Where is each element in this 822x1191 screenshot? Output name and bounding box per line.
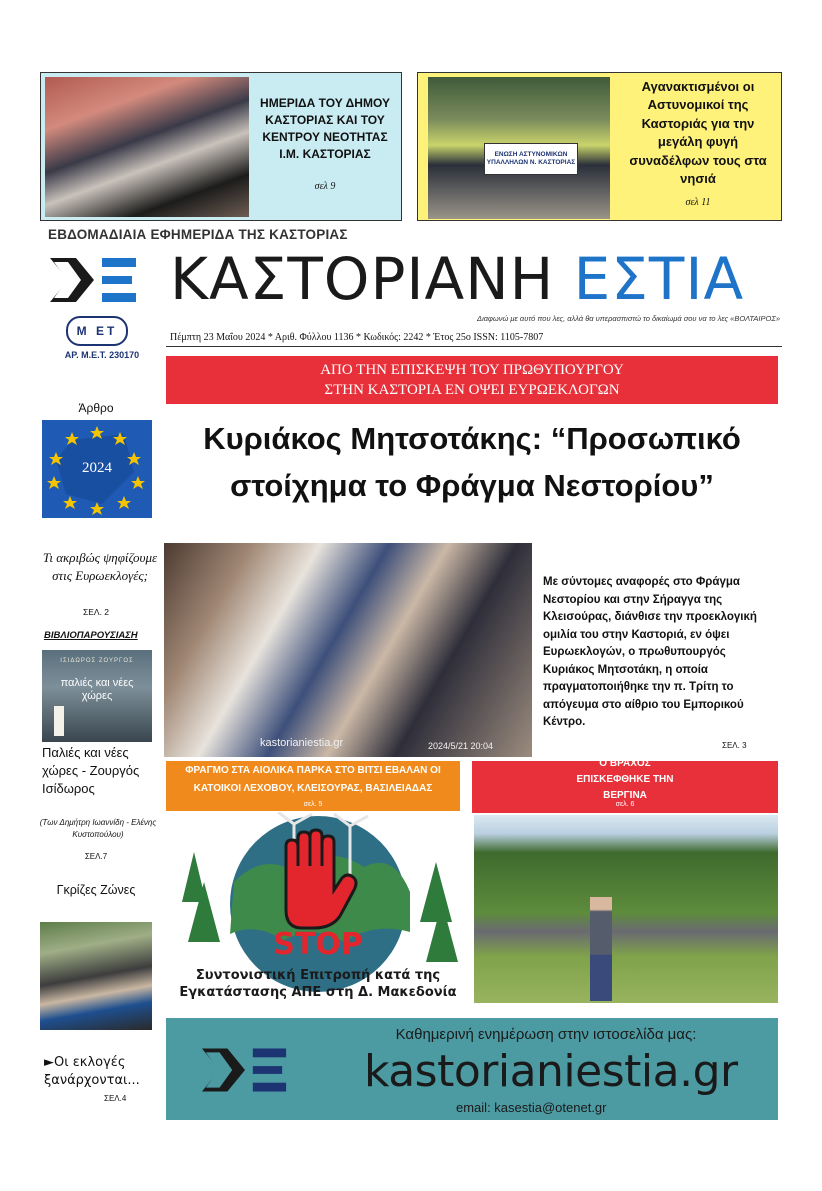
- masthead-logo[interactable]: [48, 252, 140, 308]
- vergina-speaker: [590, 897, 612, 1001]
- lead-photo[interactable]: [164, 543, 532, 757]
- lead-photo-timestamp: 2024/5/21 20:04: [428, 741, 494, 751]
- euro-article-page: ΣΕΛ. 2: [82, 607, 110, 617]
- website-email[interactable]: email: kasestia@otenet.gr: [456, 1100, 607, 1115]
- masthead-motto: Διαφωνώ με αυτό που λες, αλλά θα υπερασπιστώ το δικαίωμά σου να το λες «ΒΟΛΤΑΙΡΟΣ»: [477, 314, 780, 323]
- police-banner: ΕΝΩΣΗ ΑΣΤΥΝΟΜΙΚΩΝ ΥΠΑΛΛΗΛΩΝ Ν. ΚΑΣΤΟΡΙΑΣ: [484, 143, 578, 175]
- police-photo: [428, 77, 610, 219]
- issue-line: Πέμπτη 23 Μαΐου 2024 * Αριθ. Φύλλου 1136 * Κωδικός: 2242 * Έτος 25ο ISSN: 1105-7807: [170, 332, 544, 343]
- teaser-top-left[interactable]: [40, 72, 402, 221]
- elections-page: ΣΕΛ.4: [104, 1094, 127, 1103]
- vergina-story-headline: Ο ΒΡΑΧΟΣ ΕΠΙΣΚΕΦΘΗΚΕ ΤΗΝ ΒΕΡΓΙΝΑ: [576, 758, 674, 801]
- teaser-top-right[interactable]: [417, 72, 782, 221]
- issue-rule: [166, 346, 782, 347]
- eu-flag[interactable]: [42, 420, 152, 518]
- lead-photo-watermark: kastorianiestia.gr: [260, 737, 344, 749]
- vergina-photo[interactable]: [474, 815, 778, 1003]
- euro-article-text[interactable]: Τι ακριβώς ψηφίζουμε στις Ευρωεκλογές;: [42, 550, 158, 583]
- vergina-story-header[interactable]: [472, 758, 778, 813]
- book-byline: (Των Δημήτρη Ιωαννίδη - Ελένης Κυστοπούλου): [39, 818, 157, 839]
- website-banner[interactable]: [166, 1018, 778, 1120]
- ke-logo-icon: [48, 252, 140, 308]
- lead-page: ΣΕΛ. 3: [722, 741, 747, 750]
- wind-story-page: σελ. 5: [303, 800, 323, 808]
- wind-caption: Συντονιστική Επιτροπή κατά της Εγκατάστασης ΑΠΕ στη Δ. Μακεδονία: [179, 968, 457, 1000]
- grey-zones-label: Γκρίζες Ζώνες: [56, 883, 136, 897]
- met-badge: [66, 316, 128, 346]
- book-page: ΣΕΛ.7: [84, 851, 108, 861]
- lighthouse-icon: [54, 706, 64, 736]
- met-number: ΑΡ. Μ.Ε.Τ. 230170: [64, 350, 140, 360]
- teaser-top-left-headline: ΗΜΕΡΙΔΑ ΤΟΥ ΔΗΜΟΥ ΚΑΣΤΟΡΙΑΣ ΚΑΙ ΤΟΥ ΚΕΝΤΡΟΥ ΝΕΟΤΗΤΑΣ Ι.Μ. ΚΑΣΤΟΡΙΑΣ: [260, 96, 390, 161]
- website-tagline: Καθημερινή ενημέρωση στην ιστοσελίδα μας:: [395, 1025, 697, 1043]
- met-badge-text: Μ ΕΤ: [76, 324, 118, 338]
- seminar-photo: [45, 77, 249, 217]
- wind-stop-word: STOP: [273, 926, 363, 962]
- book-text[interactable]: Παλιές και νέες χώρες - Ζουργός Ισίδωρος: [42, 745, 140, 796]
- masthead-kicker: ΕΒΔΟΜΑΔΙΑΙΑ ΕΦΗΜΕΡΙΔΑ ΤΗΣ ΚΑΣΤΟΡΙΑΣ: [48, 227, 348, 242]
- wind-story-headline: ΦΡΑΓΜΟ ΣΤΑ ΑΙΟΛΙΚΑ ΠΑΡΚΑ ΣΤΟ ΒΙΤΣΙ ΕΒΑΛΑΝ ΟΙ ΚΑΤΟΙΚΟΙ ΛΕΧΟΒΟΥ, ΚΛΕΙΣΟΥΡΑΣ, ΒΑΣΙΛΕΙΑΔΑΣ: [185, 765, 441, 794]
- masthead-title-word-1: ΚΑΣΤΟΡΙΑΝΗ: [170, 245, 574, 313]
- book-cover[interactable]: [42, 650, 152, 742]
- elections-text[interactable]: ►Οι εκλογές ξανάρχονται...: [44, 1055, 140, 1088]
- lead-headline[interactable]: Κυριάκος Μητσοτάκης: “Προσωπικό στοίχημα το Φράγμα Νεστορίου”: [203, 421, 741, 503]
- book-cover-author: ΙΣΙΔΩΡΟΣ ΖΟΥΡΓΟΣ: [60, 658, 134, 664]
- lead-banner[interactable]: ΑΠΟ ΤΗΝ ΕΠΙΣΚΕΨΗ ΤΟΥ ΠΡΩΘΥΠΟΥΡΓΟΥ ΣΤΗΝ ΚΑΣΤΟΡΙΑ ΕΝ ΟΨΕΙ ΕΥΡΩΕΚΛΟΓΩΝ: [166, 356, 778, 404]
- wind-story-header[interactable]: [166, 761, 460, 811]
- website-url[interactable]: kastorianiestia.gr: [364, 1046, 738, 1097]
- masthead-title-word-2: ΕΣΤΙΑ: [573, 245, 745, 313]
- vergina-story-page: σελ. 6: [615, 800, 635, 808]
- teaser-top-right-page: σελ 11: [685, 196, 711, 208]
- ke-banner-logo-icon: [200, 1040, 290, 1100]
- wind-story-graphic[interactable]: [174, 812, 462, 1005]
- book-cover-title: παλιές και νέες χώρες: [60, 677, 134, 702]
- teaser-top-left-page: σελ 9: [314, 180, 336, 192]
- eu-year: 2024: [82, 459, 112, 476]
- book-section-label: ΒΙΒΛΙΟΠΑΡΟΥΣΙΑΣΗ: [44, 630, 138, 641]
- grey-zones-photo[interactable]: [40, 922, 152, 1030]
- lead-body: Με σύντομες αναφορές στο Φράγμα Νεστορίου και στην Σήραγγα της Κλεισούρας, διάνθισε την προεκλογική ομιλία του στην Καστοριά, εν όψει Ευρωεκλογών, ο πρωθυπουργός Κυριάκος Μητσοτάκη, η οποία πραγματοποιήθηκε την π. Τρίτη το απόγευμα στο αίθριο του Εμπορικού Κέντρο.: [543, 576, 757, 728]
- teaser-top-right-headline: Αγανακτισμένοι οι Αστυνομικοί της Καστοριάς για την μεγάλη φυγή συναδέλφων τους στα νησιά: [629, 78, 767, 186]
- masthead-title-overlay: [560, 250, 780, 310]
- sidebar-article-label: Άρθρο: [78, 401, 114, 415]
